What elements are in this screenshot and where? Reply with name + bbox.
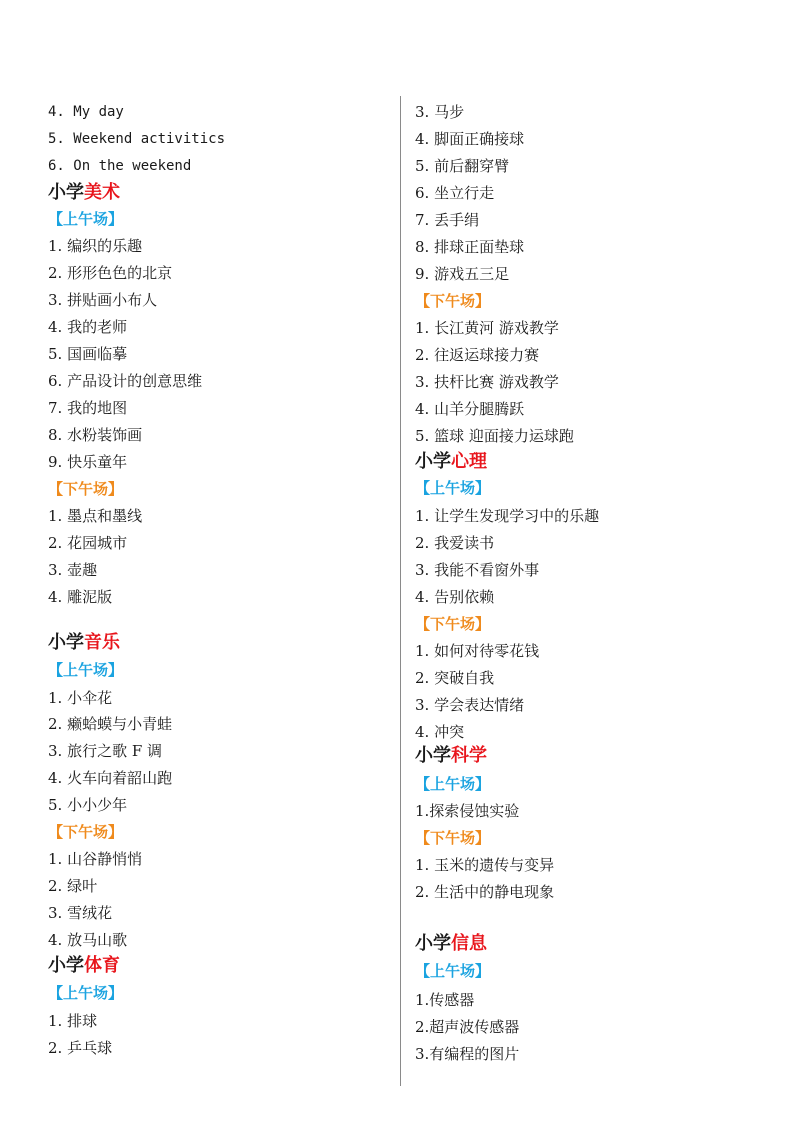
lesson-item: 4. 我的老师: [48, 318, 128, 336]
lesson-item: 1. 排球: [48, 1012, 98, 1030]
lesson-item: 3. 壶趣: [48, 561, 98, 579]
heading-prefix: 小学: [415, 451, 451, 472]
lesson-item: 3. 我能不看窗外事: [415, 561, 540, 579]
heading-subject: 信息: [451, 933, 487, 954]
afternoon-session-label: 【下午场】: [415, 615, 491, 633]
lesson-item: 1. 编织的乐趣: [48, 237, 143, 255]
lesson-item: 3. 雪绒花: [48, 904, 113, 922]
heading-prefix: 小学: [48, 182, 84, 203]
lesson-item: 1. 玉米的遗传与变异: [415, 856, 555, 874]
subject-heading: [48, 182, 120, 204]
lesson-item: 3.有编程的图片: [415, 1045, 520, 1063]
morning-session-label: 【上午场】: [48, 661, 124, 679]
lesson-item: 7. 我的地图: [48, 399, 128, 417]
afternoon-session-label: 【下午场】: [48, 823, 124, 841]
morning-session-label: 【上午场】: [48, 984, 124, 1002]
subject-heading: [415, 745, 487, 767]
lesson-item: 5. 小小少年: [48, 796, 128, 814]
afternoon-session-label: 【下午场】: [48, 480, 124, 498]
lesson-item: 1.传感器: [415, 991, 475, 1009]
lesson-item: 2. 往返运球接力赛: [415, 346, 540, 364]
lesson-item: 3. 学会表达情绪: [415, 696, 525, 714]
heading-subject: 音乐: [84, 632, 120, 653]
lesson-item: 2. 绿叶: [48, 877, 98, 895]
lesson-item: 3. 马步: [415, 103, 465, 121]
subject-heading: [415, 933, 487, 955]
lesson-item: 5. 前后翻穿臂: [415, 157, 510, 175]
lesson-item: 4. 冲突: [415, 723, 465, 741]
lesson-item: 5. 国画临摹: [48, 345, 128, 363]
lesson-item: 1. 让学生发现学习中的乐趣: [415, 507, 600, 525]
lesson-item: 1. 墨点和墨线: [48, 507, 143, 525]
subject-heading: [48, 632, 120, 654]
lesson-item: 2.超声波传感器: [415, 1018, 520, 1036]
lesson-item: 6. 产品设计的创意思维: [48, 372, 203, 390]
lesson-item: 4. 放马山歌: [48, 931, 128, 949]
heading-prefix: 小学: [415, 745, 451, 766]
subject-heading: [415, 451, 487, 473]
lesson-item: 1. 长江黄河 游戏教学: [415, 319, 559, 337]
heading-prefix: 小学: [415, 933, 451, 954]
lesson-item: 2. 花园城市: [48, 534, 128, 552]
morning-session-label: 【上午场】: [48, 210, 124, 228]
morning-session-label: 【上午场】: [415, 479, 491, 497]
lesson-item: 5. Weekend activitics: [48, 131, 226, 147]
lesson-item: 1. 小伞花: [48, 689, 113, 707]
lesson-item: 7. 丢手绢: [415, 211, 480, 229]
morning-session-label: 【上午场】: [415, 775, 491, 793]
lesson-item: 3. 扶杆比赛 游戏教学: [415, 373, 559, 391]
heading-prefix: 小学: [48, 955, 84, 976]
morning-session-label: 【上午场】: [415, 962, 491, 980]
lesson-item: 2. 生活中的静电现象: [415, 883, 555, 901]
lesson-item: 4. 脚面正确接球: [415, 130, 525, 148]
lesson-item: 3. 拼贴画小布人: [48, 291, 158, 309]
lesson-item: 8. 排球正面垫球: [415, 238, 525, 256]
heading-subject: 体育: [84, 955, 120, 976]
lesson-item: 4. 雕泥版: [48, 588, 113, 606]
lesson-item: 5. 篮球 迎面接力运球跑: [415, 427, 574, 445]
lesson-item: 3. 旅行之歌 F 调: [48, 742, 163, 760]
lesson-item: 1. 如何对待零花钱: [415, 642, 540, 660]
lesson-item: 2. 形形色色的北京: [48, 264, 173, 282]
lesson-item: 4. 告别依赖: [415, 588, 495, 606]
afternoon-session-label: 【下午场】: [415, 292, 491, 310]
lesson-item: 6. 坐立行走: [415, 184, 495, 202]
heading-subject: 美术: [84, 182, 120, 203]
lesson-item: 2. 癞蛤蟆与小青蛙: [48, 715, 173, 733]
afternoon-session-label: 【下午场】: [415, 829, 491, 847]
lesson-item: 2. 突破自我: [415, 669, 495, 687]
heading-subject: 科学: [451, 745, 487, 766]
subject-heading: [48, 955, 120, 977]
lesson-item: 6. On the weekend: [48, 158, 192, 174]
lesson-item: 9. 游戏五三足: [415, 265, 510, 283]
heading-subject: 心理: [451, 451, 487, 472]
lesson-item: 1. 山谷静悄悄: [48, 850, 143, 868]
lesson-item: 2. 我爱读书: [415, 534, 495, 552]
lesson-item: 4. 山羊分腿腾跃: [415, 400, 525, 418]
lesson-item: 2. 乒乓球: [48, 1039, 113, 1057]
lesson-item: 1.探索侵蚀实验: [415, 802, 520, 820]
column-divider: [400, 96, 401, 1086]
lesson-item: 9. 快乐童年: [48, 453, 128, 471]
lesson-item: 8. 水粉装饰画: [48, 426, 143, 444]
heading-prefix: 小学: [48, 632, 84, 653]
lesson-item: 4. My day: [48, 104, 124, 120]
lesson-item: 4. 火车向着韶山跑: [48, 769, 173, 787]
